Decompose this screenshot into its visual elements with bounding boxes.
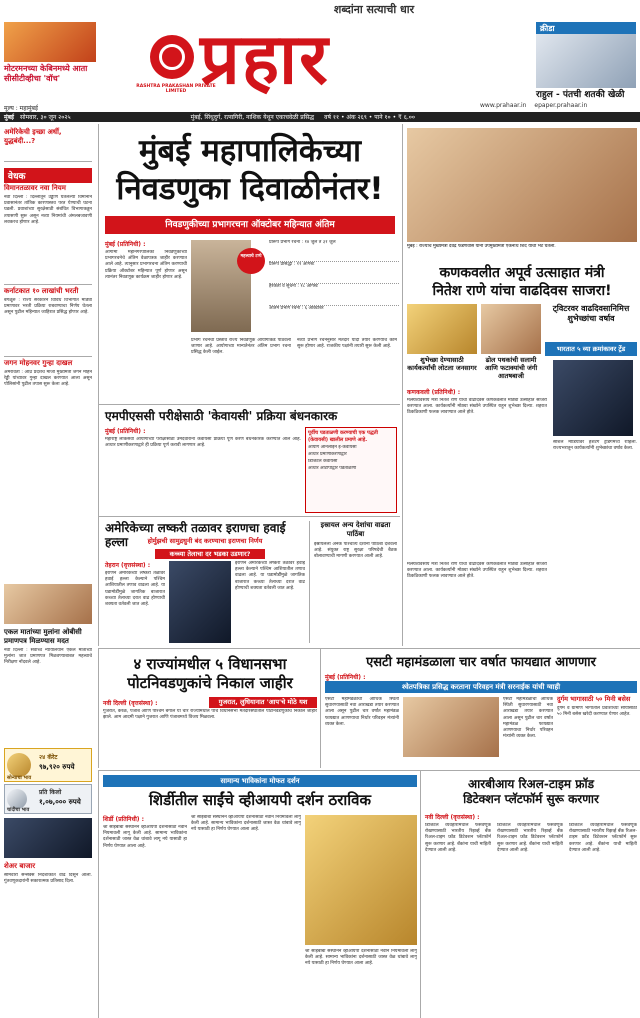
israel-side-title: इस्रायल अन्य देशांचा वाढता पाठिंबा [320,521,391,538]
left-column [0,124,96,1018]
st-strap: श्वेतपत्रिका प्रसिद्ध करताना परिवहन मंत्री सरनाईक यांची ग्वाही [325,681,637,693]
rbi-story [420,770,640,1018]
rane-photo [407,304,477,354]
kyc-item: आधार प्रमाणीकरणाद्वारे [308,452,347,457]
right-teaser-photo [536,34,636,88]
edition-strip [0,112,640,122]
section-label: वेधक [4,168,92,183]
right-teaser-headline[interactable]: राहुल - पंतची शतकी खेळी [536,90,625,100]
rane-byline: कणकवली (प्रतिनिधी) : [407,389,461,396]
gold-rate-label: २४ कॅरेट [39,754,58,761]
rbi-body: डिजिटल व्यवहारांमधील फसवणूक रोखण्यासाठी भारतीय रिझर्व्ह बँक रिअल-टाइम फ्रॉड डिटेक्शन प्लॅटफॉर्म सुरू करणार आहे. बँकांना याची माहिती देण्यात आली आहे. [425,823,491,853]
market-story[interactable] [4,862,92,1012]
lead-strap: निवडणुकीच्या प्रभागरचना ऑक्टोबर महिन्यात अंतिम [105,216,395,234]
rane-body-3: मत्स्यव्यवसाय मंत्री नितेश राणे यांचा वाढदिवस कणकवलीत मोठ्या उत्साहात साजरा करण्यात आला. कार्यकर्त्यांनी मोठ्या संख्येने उपस्थित राहून शुभेच्छा दिल्या. शहरात ठिकठिकाणी फलक लावण्यात आले होते. [407,562,547,580]
lead-body: आगामी महानगरपालिका निवडणुकांच्या प्रभागरचनेचे अंतिम वेळापत्रक जाहीर करण्यात आले आहे. त्यानुसार प्रभागरचना अंतिम करण्याची प्रक्रिया ऑक्टोबर महिन्यात पूर्ण होणार असून त्यानंतर निवडणूक कार्यक्रम जाहीर होणार आहे. [105,250,187,280]
bypoll-headline-2[interactable]: पोटनिवडणुकांचे निकाल जाहीर [127,674,293,692]
edition-cities: मुंबई, सिंधुदुर्ग, रत्नागिरी, नाशिक येथून एकाचवेळी प्रसिद्ध [190,114,315,121]
mpsc-body: महाराष्ट्र लोकसेवा आयोगाच्या परीक्षांसाठी उमेदवारांना केवायसी प्रक्रिया पूर्ण करणे बंधनकारक करण्यात आले आहे. आधार प्रमाणीकरणाद्वारे ही प्रक्रिया पूर्ण करावी लागणार आहे. [105,437,301,449]
twitter-trend-screenshot[interactable] [553,360,633,436]
left-story-3-title: जगन मोहनवर गुन्हा दाखल [4,359,73,367]
rane-headline-2[interactable]: नितेश राणे यांचा वाढदिवस साजरा! [432,283,612,299]
market-title: शेअर बाजार [4,862,36,870]
trend-label: भारतात ५ व्या क्रमांकावर ट्रेंड [545,342,637,356]
lead-byline: मुंबई (प्रतिनिधी) : [105,241,146,248]
left-story-3[interactable] [4,356,92,496]
silver-rate-value: १,०७,००० रुपये [39,798,81,806]
kyc-item: आधार ओटीपीद्वारे पडताळणी [308,466,357,471]
rane-headline-1[interactable]: कणकवलीत अपूर्व उत्साहात मंत्री [439,265,605,281]
oil-question: कच्च्या तेलाचा दर भडका उडणार? [155,549,265,559]
left-story-1-title: विमानतळावर नवा नियम [4,184,66,192]
rbi-body-2: डिजिटल व्यवहारांमधील फसवणूक रोखण्यासाठी भारतीय रिझर्व्ह बँक रिअल-टाइम फ्रॉड डिटेक्शन प्लॅटफॉर्म सुरू करणार आहे. बँकांना याची माहिती देण्यात आली आहे. [497,823,563,853]
rbi-byline: नवी दिल्ली (वृत्तसंस्था) : [425,814,480,821]
milestones-badge: महत्त्वाचे टप्पे [237,248,265,274]
epaper-url: epaper.prahaar.in [534,102,588,109]
bypoll-body: गुजरात, केरळ, पंजाब आणि पश्चिम बंगाल या चार राज्यांमधील पाच विधानसभा मतदारसंघांतील पोटनिवडणुकीचे निकाल जाहीर झाले. आम आदमी पक्षाने गुजरात आणि पंजाबमध्ये विजय मिळवला. [103,709,317,721]
left-story-3-body: अमरावती : आंध्र प्रदेशचे माजी मुख्यमंत्री जगन मोहन रेड्डी यांच्यावर गुन्हा दाखल करण्यात आला असून पोलिसांनी पुढील तपास सुरू केला आहे. [4,370,92,388]
shirdi-body-3: श्री साईबाबा संस्थानने व्हीआयपी दर्शनासाठी नवीन नियमावली लागू केली आहे. सामान्य भाविकांना दर्शनासाठी जास्त वेळ थांबावे लागू नये यासाठी हा निर्णय घेण्यात आला आहे. [305,949,417,967]
lead-headline-1[interactable]: मुंबई महापालिकेच्या [138,133,362,169]
shirdi-byline: शिर्डी (प्रतिनिधी) : [103,816,144,823]
left-story-1-body: नवी दिल्ली : दिल्लीतून उड्डाण घेतलेल्या विमानाने प्रवासानंतर तांत्रिक कारणास्तव परत येण्याची घटना घडली. प्रवाशांच्या सुरक्षेसाठी संबंधित विभागाकडून तपासणी सुरू असून नव्या नियमांची अंमलबजावणी लवकरच होणार आहे. [4,195,92,225]
israel-side-body: इस्रायलला अनेक पाश्चात्य देशांनी पाठिंबा दर्शवला आहे. संयुक्त राष्ट्र सुरक्षा परिषदेची बैठक बोलावण्याची मागणी करण्यात आली आहे. [314,542,397,560]
mpsc-headline[interactable]: एमपीएससी परीक्षेसाठी 'केवायसी' प्रक्रिया बंधनकारक [105,409,338,423]
date-line: सोमवार, ३० जून २०२५ [19,114,71,121]
left-story-4-title: एकल मातांच्या मुलांना ओबीसी प्रमाणपत्र मिळण्यास मदत [4,628,82,645]
kyc-box [305,427,397,513]
iran-byline: तेहरान (वृत्तसंस्था) : [105,562,151,569]
timeline-item: हरकती व सूचना : १८ ऑगस्ट [269,284,399,306]
left-story-2[interactable] [4,284,92,352]
left-teaser-headline: मोटरमनच्या केबिनमध्ये आता सीसीटीव्हीचा 'वॉच' [4,64,88,83]
masthead-title[interactable]: प्रहार [200,18,330,100]
right-top [402,124,640,646]
st-story [320,648,640,768]
lead-col2: प्रभाग रचनेचा प्रस्ताव राज्य निवडणूक आयोगाकडे पाठवला जाणार आहे. आयोगाच्या मान्यतेनंतर अंतिम प्रभाग रचना प्रसिद्ध केली जाईल. [191,338,291,356]
silver-rate-box [4,784,92,814]
masthead [0,0,640,122]
lead-story [98,124,400,404]
iran-body-2: इराणने अमेरिकेच्या लष्करी तळावर हवाई हल्ला केल्याने पश्चिम आशियातील तणाव वाढला आहे. या घडामोडींमुळे जागतिक बाजारात कच्च्या तेलाच्या दरात वाढ होण्याची शक्यता वर्तवली जात आहे. [235,561,305,591]
price-label: मूल्य : महामुंबई [4,105,38,112]
rane-sub2: ढोल पथकांची सलामी आणि फटाक्यांची जंगी आतषबाजी [484,356,538,380]
shirdi-strap: सामान्य भाविकांना मोफत दर्शन [103,775,417,787]
celebration-photo [481,304,541,354]
iran-headline[interactable]: अमेरिकेच्या लष्करी तळावर इराणचा हवाई हल्ला [105,521,286,549]
bypoll-story [98,648,320,768]
shirdi-body: श्री साईबाबा संस्थानने व्हीआयपी दर्शनासाठी नवीन नियमावली लागू केली आहे. सामान्य भाविकांना दर्शनासाठी जास्त वेळ थांबावे लागू नये यासाठी हा निर्णय घेण्यात आला आहे. [103,825,187,849]
timeline-item: अंतिम प्रभाग रचना : ६ ऑक्टोबर [269,306,324,311]
gold-rate-box [4,748,92,782]
shirdi-story [98,770,420,1018]
mpsc-byline: मुंबई (प्रतिनिधी) : [105,428,146,435]
bypoll-headline-1[interactable]: ४ राज्यांमधील ५ विधानसभा [133,655,287,673]
rane-sub3: ट्विटरवर वाढदिवसानिमित्त शुभेच्छांचा वर्षाव [552,304,630,323]
publisher-ribbon: RASHTRA PRAKASHAN PRIVATE LIMITED [136,84,216,94]
gold-rate-value: ९७,९२० रुपये [39,763,75,771]
iran-sub: होर्मुझची सामुद्रधुनी बंद करण्याचा इराणचा निर्णय [147,537,263,545]
kyc-item: आयोग ऑनलाइन ई-केवायसी [308,445,357,450]
rane-body: मत्स्यव्यवसाय मंत्री नितेश राणे यांचा वाढदिवस कणकवलीत मोठ्या उत्साहात साजरा करण्यात आला. कार्यकर्त्यांनी मोठ्या संख्येने उपस्थित राहून शुभेच्छा दिल्या. शहरात ठिकठिकाणी फलक लावण्यात आले होते. [407,398,547,416]
st-minister-photo [403,697,499,757]
st-body: एसटी महामंडळाची आर्थिक स्थिती सुधारण्यासाठी नवा आराखडा तयार करण्यात आला असून पुढील चार वर्षांत महामंडळ फायद्यात आणण्याचा निर्धार परिवहन मंत्र्यांनी व्यक्त केला. [325,697,399,727]
left-story-2-title: कर्नाटकात १० लाखांची भरती [4,287,79,295]
gold-icon [7,753,31,777]
left-top-headline: अमेरिकेची इच्छा अर्धी, युद्धबंदी...? [4,128,62,145]
logo-emblem-mark [159,44,185,70]
silver-icon [7,789,27,809]
lead-timeline [269,240,399,336]
st-side[interactable] [557,695,637,765]
silver-rate-label: प्रति किलो [39,789,62,796]
market-body: सोमवारी सेन्सेक्स निर्देशांकात वाढ दिसून आली. गुंतवणूकदारांनी सकारात्मक प्रतिसाद दिला. [4,873,92,885]
left-story-2-body: बंगळूरु : राज्य सरकारने विविध विभागांत मोठ्या प्रमाणावर भरती प्रक्रिया राबवण्याचा निर्णय घेतला असून पुढील महिन्यात जाहिरात प्रसिद्ध होणार आहे. [4,298,92,316]
logo-emblem [150,35,194,79]
kyc-box-title: पूर्वीच पडताळणी करण्याची एक पद्धती (केवायसी) खालील प्रमाणे आहे. [308,430,378,443]
shirdi-headline[interactable]: शिर्डीतील साईंचे व्हीआयपी दर्शन ठराविक [149,791,371,809]
cm-photo-caption: मुंबई : राज्याचे मुख्यमंत्री देवेंद्र फडणवीस यांनी उपमुख्यमंत्री एकनाथ शिंदे यांची भेट घेतली. [407,244,556,249]
missile-photo [169,561,231,643]
left-story-4-body: नवी दिल्ली : सर्वोच्च न्यायालयाने एकल मातांच्या मुलांना जात प्रमाणपत्र मिळवण्याबाबत महत्त्वाचे निरीक्षण नोंदवले आहे. [4,648,92,666]
timeline-item: प्रारूप प्रसिद्धी : ११ ऑगस्ट [269,262,399,284]
st-side-body: दुर्गम व ग्रामीण भागातील प्रवाशांच्या सोयीसाठी ५० मिनी बसेस खरेदी करण्यात येणार आहेत. [557,706,637,718]
left-top-teaser[interactable] [4,128,92,162]
left-story-1[interactable] [4,184,92,280]
iran-body: इराणने अमेरिकेच्या लष्करी तळावर हवाई हल्ला केल्याने पश्चिम आशियातील तणाव वाढला आहे. या घडामोडींमुळे जागतिक बाजारात कच्च्या तेलाच्या दरात वाढ होण्याची शक्यता वर्तवली जात आहे. [105,571,165,608]
website-link[interactable] [480,102,587,109]
st-side-title: दुर्गम भागासाठी ५० मिनी बसेस [557,695,631,703]
left-teaser[interactable] [4,64,96,102]
rane-sub1: शुभेच्छा देण्यासाठी कार्यकर्त्यांची लोटला जनसागर [407,356,477,372]
left-teaser-photo [4,22,96,62]
silver-label: चांदीचा भाव [7,807,30,813]
bypoll-strap: गुजरात, लुधियानात 'आप'चे मोठे यश [209,697,317,708]
issue-info: वर्ष ११ • अंक २६९ • पाने १० • ₹ ६.०० [324,114,416,121]
edition-label: मुंबई [4,114,14,121]
bypoll-byline: नवी दिल्ली (वृत्तसंस्था) : [103,700,158,707]
rbi-body-3: डिजिटल व्यवहारांमधील फसवणूक रोखण्यासाठी भारतीय रिझर्व्ह बँक रिअल-टाइम फ्रॉड डिटेक्शन प्लॅटफॉर्म सुरू करणार आहे. बँकांना याची माहिती देण्यात आली आहे. [569,823,637,853]
st-byline: मुंबई (प्रतिनिधी) : [325,674,366,681]
timeline-item: प्रारूप प्रभाग रचना : १४ जुलै ते ३१ जुलै [269,240,399,262]
st-headline[interactable]: एसटी महामंडळाला चार वर्षात फायद्यात आणणार [366,655,596,670]
saibaba-photo [305,815,417,945]
st-body-2: एसटी महामंडळाची आर्थिक स्थिती सुधारण्यासाठी नवा आराखडा तयार करण्यात आला असून पुढील चार वर्षांत महामंडळ फायद्यात आणण्याचा निर्धार परिवहन मंत्र्यांनी व्यक्त केला. [503,697,553,740]
right-teaser-label: क्रीडा [536,22,636,35]
website-url: www.prahaar.in [480,102,527,109]
kyc-item: डिजिटल केवायसी [308,459,338,464]
left-story-4[interactable] [4,626,92,744]
slogan: शब्दांना सत्याची धार [333,3,415,16]
court-photo [4,584,92,624]
rane-body-2: सोशल मीडियावर हॅशटॅग ट्रेंडिंगमध्ये राहिला. राज्यभरातून कार्यकर्त्यांनी शुभेच्छांचा वर्षाव केला. [553,440,637,452]
shirdi-body-2: श्री साईबाबा संस्थानने व्हीआयपी दर्शनासाठी नवीन नियमावली लागू केली आहे. सामान्य भाविकांना दर्शनासाठी जास्त वेळ थांबावे लागू नये यासाठी हा निर्णय घेण्यात आला आहे. [191,815,301,833]
gold-label: सोन्याचा भाव [7,775,32,781]
lead-headline-2[interactable]: निवडणुका दिवाळीनंतर! [116,171,384,207]
rbi-headline-1[interactable]: आरबीआय रिअल-टाइम फ्रॉड [467,777,595,791]
cm-meeting-photo[interactable] [407,128,637,242]
market-photo [4,818,92,858]
mpsc-story [98,404,400,516]
israel-side[interactable] [309,521,397,643]
rbi-headline-2[interactable]: डिटेक्शन प्लॅटफॉर्म सुरू करणार [463,792,599,806]
iran-story [98,516,400,646]
lead-col3: नव्या प्रभाग रचनेनुसार मतदार यादी तयार करण्याचे काम सुरू होणार आहे. राजकीय पक्षांनी तयारी सुरू केली आहे. [297,338,397,350]
